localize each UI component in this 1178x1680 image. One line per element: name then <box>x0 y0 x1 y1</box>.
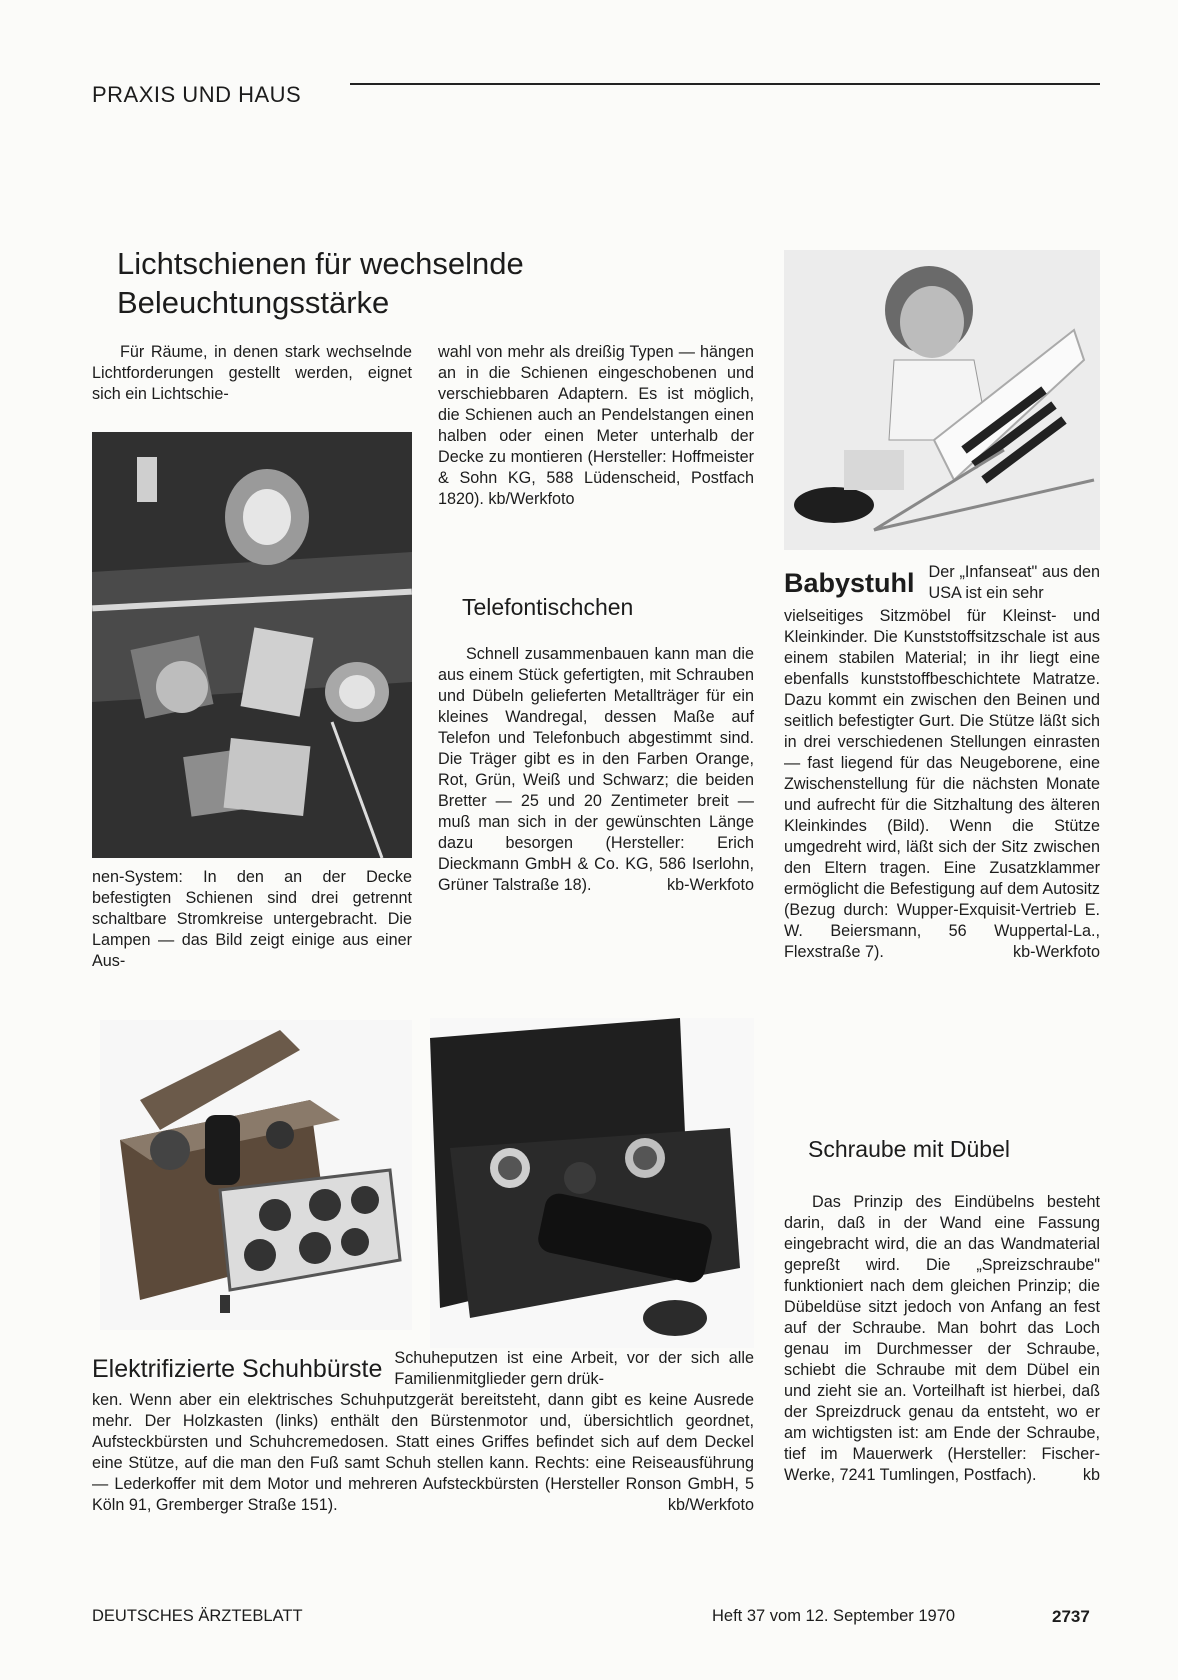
telefontischchen-body: Schnell zusammenbauen kann man die aus einem Stück gefertigten, mit Schrauben und Dübeln gelieferten Metallträger für ein kleines Wandregal, dessen Maße auf Telefon und Telefonbuch abgestimmt sind. Die Träger gibt es in den Farben Orange, Rot, Grün, Weiß und Schwarz; die beiden Bretter — 25 und 20 Zentimeter breit — muß man sich in der gewünschten Länge dazu besorgen (Hersteller: Erich Dieckmann GmbH & Co. KG, 586 Iserlohn, Grüner Talstraße 18). <box>438 645 754 894</box>
paragraph <box>784 606 1100 963</box>
page-number: 2737 <box>1052 1607 1090 1626</box>
paragraph <box>784 1192 1100 1486</box>
paragraph: Für Räume, in denen stark wechselnde Lichtforderungen gestellt werden, eignet sich ein Lichtschie- <box>92 343 412 403</box>
lichtschienen-text-top <box>92 342 412 405</box>
lichtschienen-text-col2 <box>438 342 754 510</box>
paragraph: nen-System: In den an der Decke befestigten Schienen sind drei getrennt schaltbare Stromkreise untergebracht. Die Lampen — das Bild zeigt einige aus einer Aus- <box>92 868 412 970</box>
babystuhl-body: vielseitiges Sitzmöbel für Kleinst- und Kleinkinder. Die Kunststoffsitzschale ist aus einem stabilen Material; in ihr liegt eine ebenfalls kunststoffbeschichtete Matratze. Dazu kommt ein zwischen den Beinen und seitlich befestigter Gurt. Die Stütze läßt sich in drei verschiedenen Stellungen einrasten — fast liegend für das Neugeborene, eine Zwischenstellung für die nächsten Monate und aufrecht für die Sitzhaltung des älteren Kleinkindes (Bild). Wenn die Stütze umgedreht wird, läßt sich der Sitz zwischen den Eltern tragen. Eine Zusatzklammer ermöglicht die Befestigung auf dem Autositz (Bezug durch: Wupper-Exquisit-Vertrieb E. W. Beiersmann, 56 Wuppertal-La., Flexstraße 7). <box>784 607 1100 961</box>
travel-case-illustration <box>430 1018 754 1348</box>
lichtschienen-text-bottom <box>92 867 412 972</box>
schuhbuerste-caption-head <box>92 1348 754 1390</box>
light-rails-illustration <box>92 432 412 858</box>
paragraph: wahl von mehr als dreißig Typen — hängen an in die Schienen eingeschobenen und verschiebbaren Adaptern. Es ist möglich, die Schienen auch an Pendelstangen einen halben oder einen Meter unterhalb der Decke zu montieren (Hersteller: Hoffmeister & Sohn KG, 588 Lüdenscheid, Postfach 1820). kb/Werkfoto <box>438 343 754 508</box>
photo-travel-case <box>430 1018 754 1348</box>
title-line-1: Lichtschienen für wechselnde <box>117 246 524 281</box>
credit: kb <box>1082 1466 1100 1484</box>
credit: kb-Werkfoto <box>1013 943 1100 961</box>
credit: kb/Werkfoto <box>667 1496 754 1514</box>
credit: kb-Werkfoto <box>667 876 754 894</box>
schraube-text <box>784 1192 1100 1486</box>
photo-baby-seat <box>784 250 1100 550</box>
article-title-babystuhl: Babystuhl <box>784 568 915 598</box>
section-header: PRAXIS UND HAUS <box>92 82 302 107</box>
photo-shoe-box <box>100 1020 412 1330</box>
article-title-schraube: Schraube mit Dübel <box>808 1136 1010 1162</box>
footer-issue: Heft 37 vom 12. September 1970 <box>712 1607 956 1625</box>
baby-seat-illustration <box>784 250 1100 550</box>
article-title-lichtschienen <box>117 244 524 322</box>
article-title-schuhbuerste: Elektrifizierte Schuhbürste <box>92 1355 383 1383</box>
babystuhl-lead: Der „Infanseat" aus den USA ist ein sehr <box>928 563 1100 602</box>
header-rule <box>350 83 1100 85</box>
babystuhl-caption-head <box>784 562 1100 604</box>
schraube-body: Das Prinzip des Eindübelns besteht darin, daß in der Wand eine Fassung eingebracht wird, die an das Wandmaterial gepreßt wird. Die „Spreizschraube" funktioniert nach dem gleichen Prinzip; die Dübeldüse sitzt jedoch von Anfang an fest auf der Schraube. Man bohrt das Loch genau im Durchmesser der Schraube, schiebt die Schraube mit dem Dübel ein und zieht sie an. Vorteilhaft ist hierbei, daß der Spreizdruck genau da entsteht, wo er am wichtigsten ist: am Ende der Schraube, tief im Mauerwerk (Hersteller: Fischer-Werke, 7241 Tumlingen, Postfach). <box>784 1193 1100 1484</box>
babystuhl-text <box>784 606 1100 963</box>
photo-light-rails <box>92 432 412 858</box>
shoe-box-illustration <box>100 1020 412 1330</box>
footer-journal: DEUTSCHES ÄRZTEBLATT <box>92 1607 303 1625</box>
schuhbuerste-text <box>92 1390 754 1516</box>
schuhbuerste-body: ken. Wenn aber ein elektrisches Schuhputzgerät bereitsteht, dann gibt es keine Ausrede mehr. Der Holzkasten (links) enthält den Bürstenmotor und, übersichtlich geordnet, Aufsteckbürsten und Schuhcremedosen. Statt eines Griffes befindet sich auf dem Deckel eine Stütze, auf die man den Fuß samt Schuh stellen kann. Rechts: eine Reiseausführung — Lederkoffer mit dem Motor und mehreren Aufsteckbürsten (Hersteller Ronson GmbH, 5 Köln 91, Gremberger Straße 151). <box>92 1391 754 1514</box>
paragraph <box>92 1390 754 1516</box>
article-title-telefontischchen: Telefontischchen <box>462 594 634 620</box>
schuhbuerste-lead: Schuheputzen ist eine Arbeit, vor der sich alle Familienmitglieder gern drük- <box>394 1349 754 1388</box>
paragraph <box>438 644 754 896</box>
title-line-2: Beleuchtungsstärke <box>117 285 390 320</box>
telefontischchen-text <box>438 644 754 896</box>
